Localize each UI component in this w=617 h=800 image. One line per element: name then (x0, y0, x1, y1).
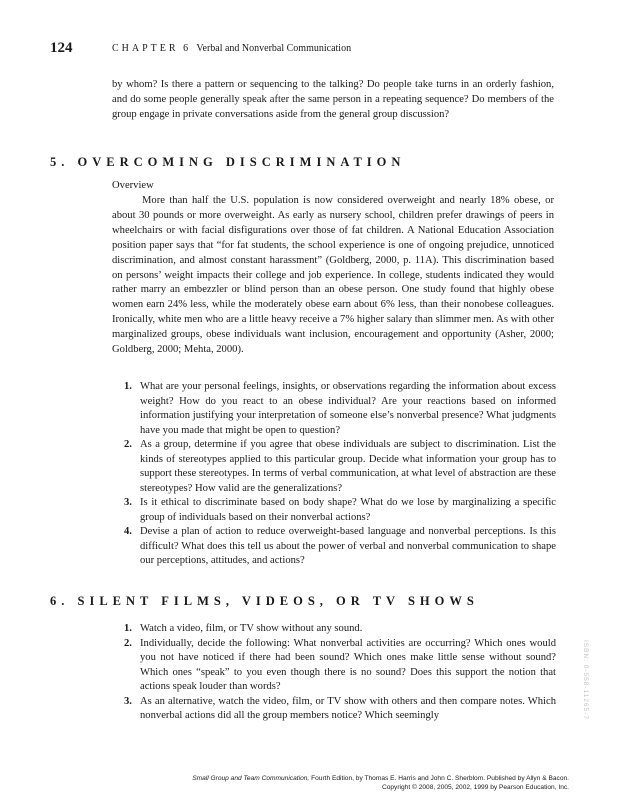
side-isbn: ISBN: 0-558-11265-7 (582, 640, 589, 720)
list-item (112, 380, 556, 438)
chapter-label: CHAPTER (112, 43, 179, 54)
item-text: Watch a video, film, or TV show without any sound. (140, 623, 363, 634)
discrimination-question-list (112, 380, 556, 569)
chapter-number: 6 (183, 43, 189, 54)
item-number: 4. (124, 526, 132, 537)
running-header (50, 40, 577, 60)
item-number: 2. (124, 637, 132, 649)
item-text: Devise a plan of action to reduce overweight-based language and nonverbal perceptions. Is this difficult? What does this tell us about the power of verbal and nonverbal communication to shape our perceptions, attitudes, and actions? (140, 526, 556, 566)
item-text: What are your personal feelings, insights, or observations regarding the information about excess weight? How do you react to an obese individual? Are your reactions based on informed information justifying your interpretation of someone else’s nonverbal presence? What judgments have you made that might be open to question? (140, 381, 556, 436)
silent-films-step-list (112, 622, 556, 724)
section-heading-silent-films: 6. SILENT FILMS, VIDEOS, OR TV SHOWS (50, 594, 479, 608)
item-text: As a group, determine if you agree that obese individuals are subject to discrimination. List the kinds of stereotypes applied to this particular group. Decide what information your group has to support these stereotypes. In terms of verbal communication, at what level of abstraction are these stereotypes? How valid are the generalizations? (140, 439, 556, 494)
chapter-title: Verbal and Nonverbal Communication (196, 43, 352, 54)
footer-line-1 (192, 774, 569, 783)
running-head (112, 43, 351, 54)
list-item (112, 525, 556, 569)
list-item (112, 695, 556, 724)
item-number: 2. (124, 439, 132, 450)
item-text: Individually, decide the following: What nonverbal activities are occurring? Which ones would you not have noticed if there had been sound? Which ones make little sense without sound? Which ones “speak” to you even though there is no sound? Does this support the notion that actions speak louder than words? (140, 637, 556, 692)
list-item (112, 637, 556, 695)
section-heading-overcoming-discrimination: 5. OVERCOMING DISCRIMINATION (50, 155, 406, 169)
intro-paragraph: by whom? Is there a pattern or sequencing to the talking? Do people take turns in an orderly fashion, and do some people generally speak after the same person in a repeating sequence? Do members of the group engage in private conversations aside from the general group discussion? (112, 79, 554, 120)
item-number: 3. (124, 695, 132, 707)
book-title: Small Group and Team Communication, (192, 775, 310, 782)
item-number: 3. (124, 497, 132, 508)
overview-label: Overview (112, 180, 154, 191)
footer-line-2: Copyright © 2008, 2005, 2002, 1999 by Pearson Education, Inc. (381, 784, 569, 791)
list-item (112, 496, 556, 525)
list-item (112, 622, 556, 637)
page-number: 124 (50, 40, 73, 56)
item-text: Is it ethical to discriminate based on body shape? What do we lose by marginalizing a specific group of individuals based on their nonverbal actions? (140, 497, 556, 523)
item-number: 1. (124, 623, 132, 634)
list-item (112, 438, 556, 496)
item-number: 1. (124, 381, 132, 392)
footer-publisher: Fourth Edition, by Thomas E. Harris and John C. Sherblom. Published by Allyn & Bacon. (311, 775, 569, 782)
item-text: As an alternative, watch the video, film, or TV show with others and then compare notes. Which nonverbal actions did all the group members notice? Which seemingly (140, 695, 556, 721)
copyright-footer (192, 774, 569, 792)
overview-paragraph: More than half the U.S. population is now considered overweight and nearly 18% obese, or about 30 pounds or more overweight. As early as nursery school, children prefer drawings of peers in wheelchairs or with facial disfigurations over those of fat children. A National Education Association position paper says that “for fat students, the school experience is one of ongoing prejudice, unnoticed discrimination, and almost constant harassment” (Goldberg, 2000, p. 11A). This discrimination based on persons’ weight impacts their college and job experience. In college, students indicated they would rather marry an embezzler or blind person than an obese person. One study found that highly obese women earn 24% less, while the moderately obese earn about 6% less, than their nonobese colleagues. Ironically, white men who are a little heavy receive a 7% higher salary than slimmer men. As with other marginalized groups, obese individuals want inclusion, encouragement and opportunity (Asher, 2000; Goldberg, 2000; Mehta, 2000). (112, 195, 554, 356)
